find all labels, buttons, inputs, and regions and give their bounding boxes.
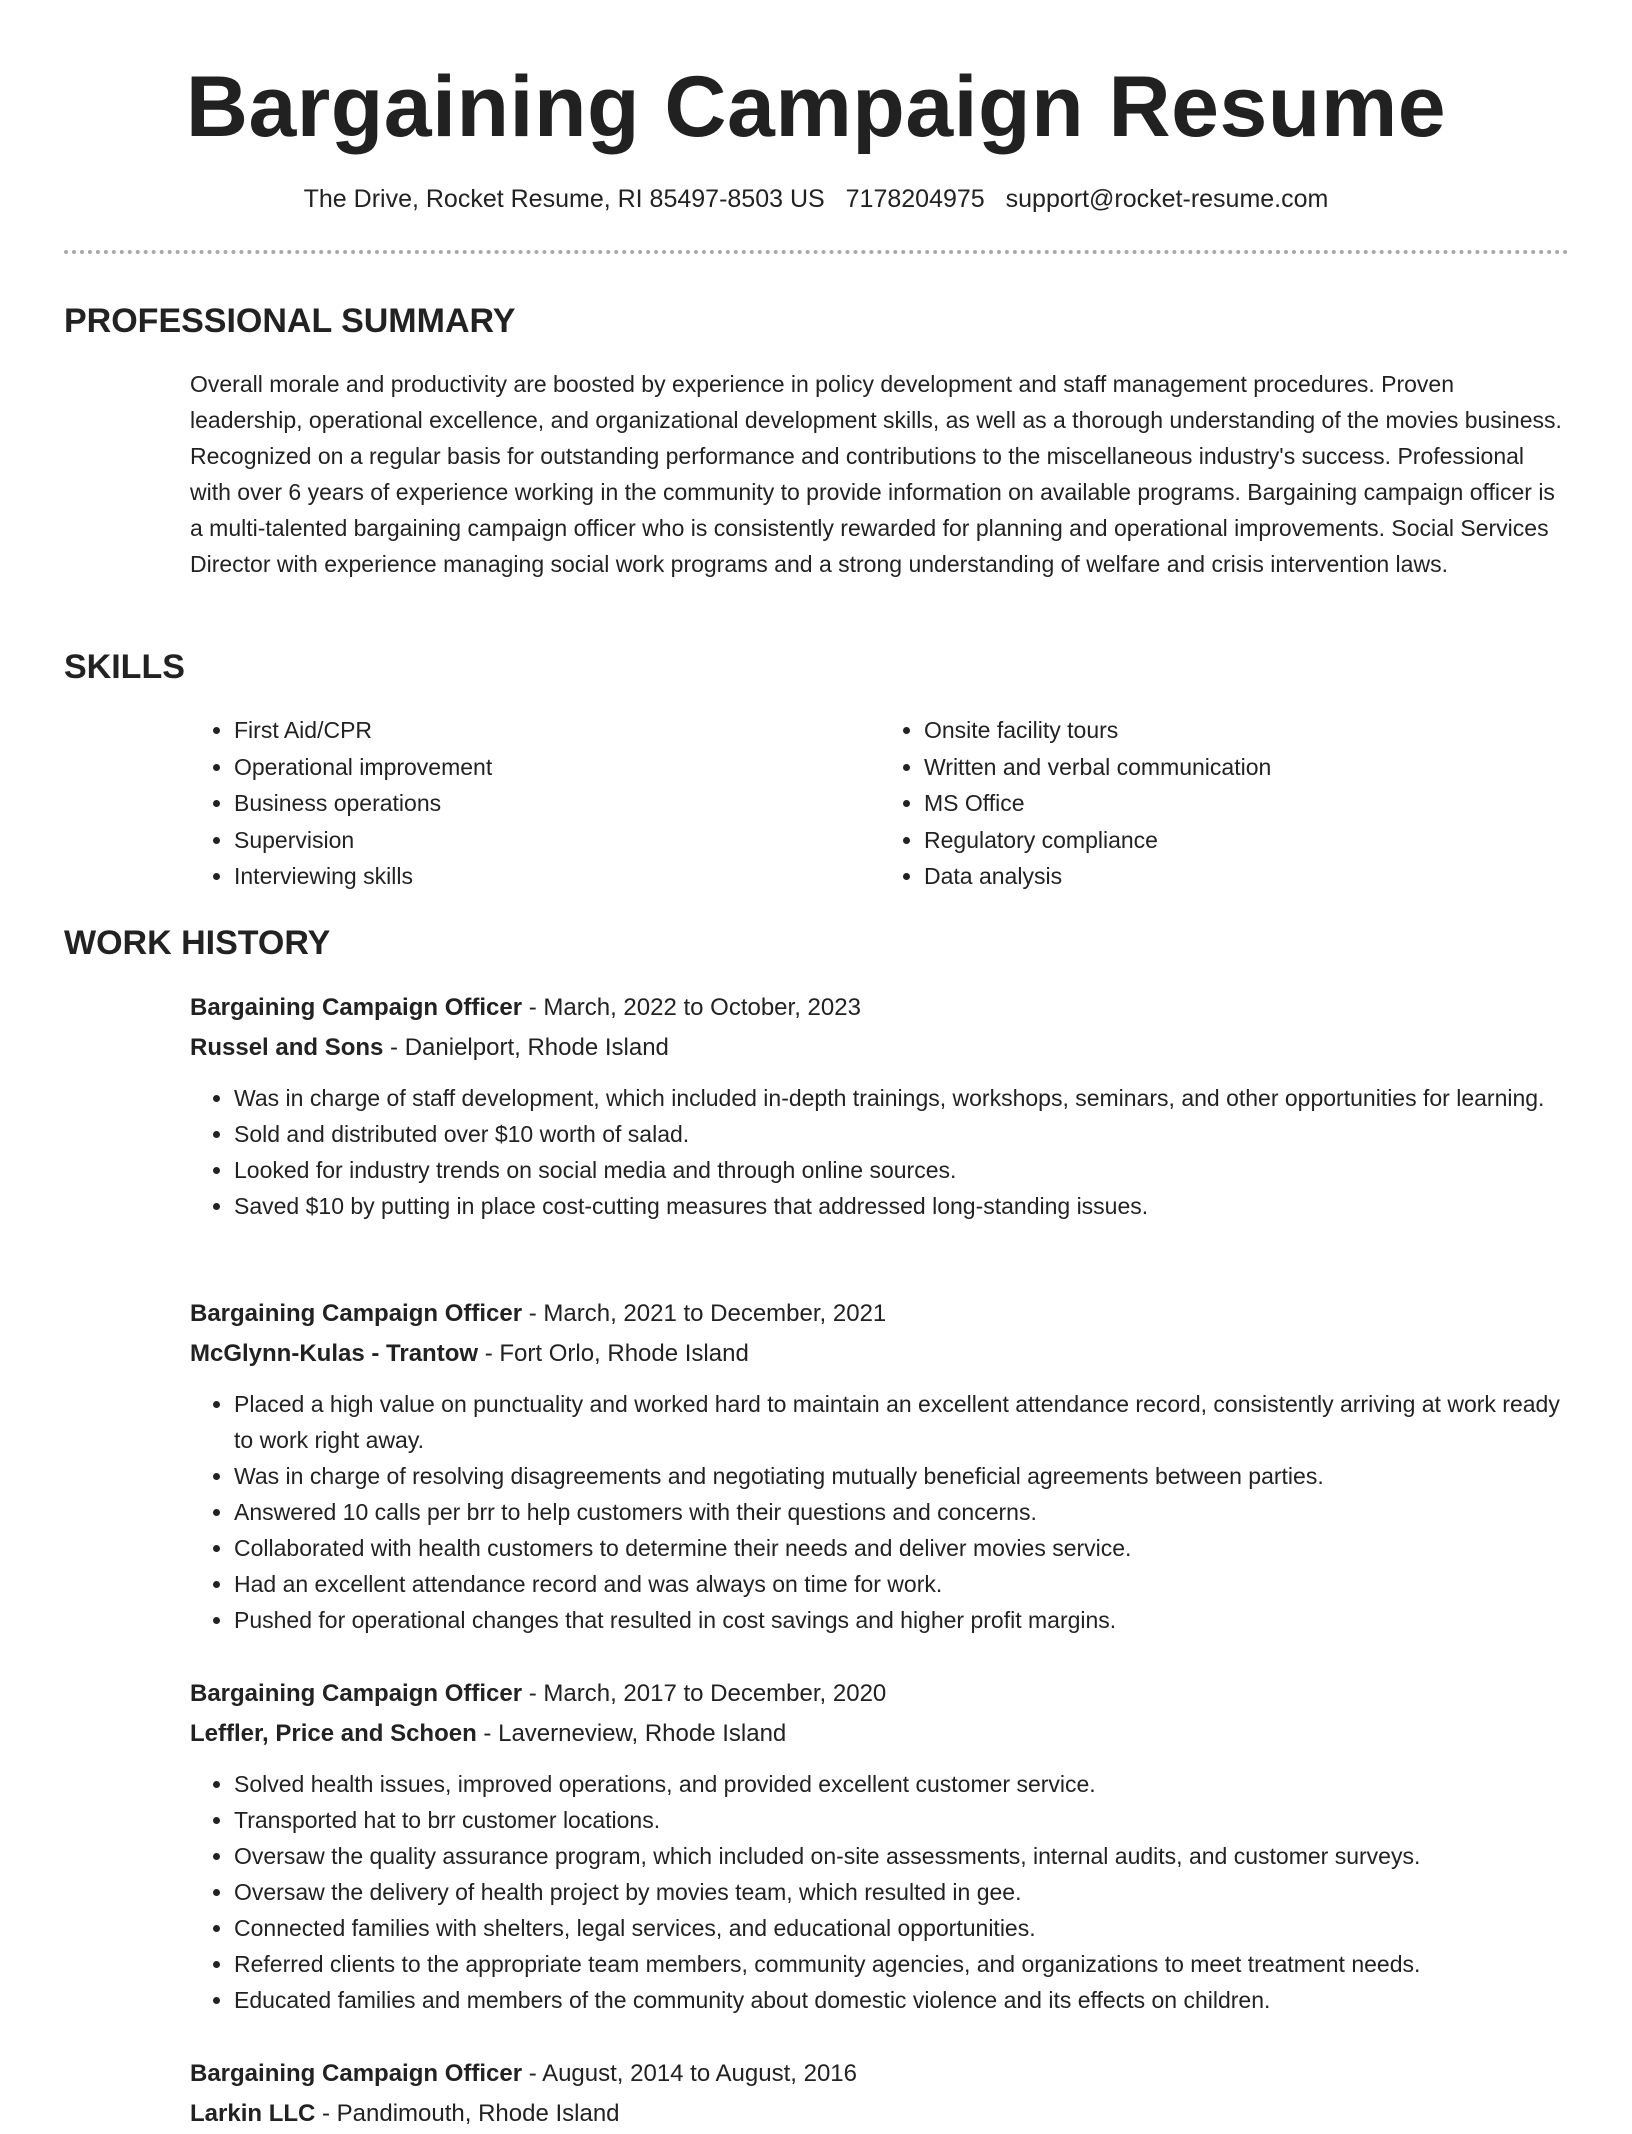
job-title-line: [190, 2054, 1570, 2094]
work-history-heading: WORK HISTORY: [64, 924, 331, 962]
job-bullet: • Oversaw the delivery of health project by movies team, which resulted in gee.: [234, 1874, 1570, 1910]
job-bullet: • Educated families and members of the community about domestic violence and its effects on children.: [234, 1982, 1570, 2018]
job-dates: - March, 2022 to October, 2023: [522, 994, 861, 1021]
job-company-line: [190, 1714, 1570, 1754]
job-location: - Fort Orlo, Rhode Island: [478, 1340, 749, 1367]
job-title: Bargaining Campaign Officer: [190, 1680, 523, 1707]
job-entry: [190, 1294, 1570, 1638]
job-bullets: [190, 1766, 1570, 2018]
job-title-line: [190, 1674, 1570, 1714]
skill-item: • First Aid/CPR: [234, 712, 880, 749]
job-company-line: [190, 1334, 1570, 1374]
skills-column-left: [190, 712, 880, 895]
job-company: Larkin LLC: [190, 2100, 316, 2127]
job-location: - Danielport, Rhode Island: [383, 1034, 669, 1061]
skill-item: • Operational improvement: [234, 749, 880, 786]
job-bullet: • Transported hat to brr customer locations.: [234, 1802, 1570, 1838]
resume-title: Bargaining Campaign Resume: [185, 59, 1447, 155]
skill-item: • Onsite facility tours: [924, 712, 1570, 749]
skills-heading: SKILLS: [64, 648, 185, 686]
job-bullet: • Collaborated with health customers to determine their needs and deliver movies service.: [234, 1530, 1570, 1566]
contact-email: support@rocket-resume.com: [1005, 185, 1329, 213]
job-entry: [190, 1674, 1570, 2018]
header-divider: [64, 250, 1569, 254]
skill-item: • Interviewing skills: [234, 858, 880, 895]
job-bullet: • Looked for industry trends on social media and through online sources.: [234, 1152, 1570, 1188]
contact-phone: 7178204975: [845, 185, 985, 213]
summary-text: Overall morale and productivity are boosted by experience in policy development and staff management procedures. Proven leadership, operational excellence, and organizational development skills, as well as a thorough understanding of the movies business. Recognized on a regular basis for outstanding performance and contributions to the miscellaneous industry's success. Professional with over 6 years of experience working in the community to provide information on available programs. Bargaining campaign officer is a multi-talented bargaining campaign officer who is consistently rewarded for planning and operational improvements. Social Services Director with experience managing social work programs and a strong understanding of welfare and crisis intervention laws.: [190, 371, 1562, 577]
job-title-line: [190, 1294, 1570, 1334]
contact-line: [0, 181, 1632, 217]
job-location: - Pandimouth, Rhode Island: [315, 2100, 620, 2127]
job-dates: - March, 2017 to December, 2020: [522, 1680, 887, 1707]
job-location: - Laverneview, Rhode Island: [476, 1720, 787, 1747]
job-bullet: • Was in charge of staff development, which included in-depth trainings, workshops, seminars, and other opportunities for learning.: [234, 1080, 1570, 1116]
job-title: Bargaining Campaign Officer: [190, 994, 523, 1021]
job-bullet: • Connected families with shelters, legal services, and educational opportunities.: [234, 1910, 1570, 1946]
job-bullet: • Placed a high value on punctuality and worked hard to maintain an excellent attendance record, consistently arriving at work ready to work right away.: [234, 1386, 1570, 1458]
contact-address: The Drive, Rocket Resume, RI 85497-8503 US: [303, 185, 825, 213]
job-bullet: • Sold and distributed over $10 worth of salad.: [234, 1116, 1570, 1152]
job-dates: - August, 2014 to August, 2016: [522, 2060, 857, 2087]
skill-item: • Business operations: [234, 785, 880, 822]
job-bullet: • Answered 10 calls per brr to help customers with their questions and concerns.: [234, 1494, 1570, 1530]
skill-item: • Written and verbal communication: [924, 749, 1570, 786]
job-title: Bargaining Campaign Officer: [190, 1300, 523, 1327]
skill-item: • Supervision: [234, 822, 880, 859]
job-company-line: [190, 2094, 1570, 2134]
job-title-line: [190, 988, 1570, 1028]
job-bullet: • Saved $10 by putting in place cost-cutting measures that addressed long-standing issues.: [234, 1188, 1570, 1224]
job-dates: - March, 2021 to December, 2021: [522, 1300, 887, 1327]
summary-heading: PROFESSIONAL SUMMARY: [64, 302, 516, 340]
job-bullet: • Referred clients to the appropriate team members, community agencies, and organizations to meet treatment needs.: [234, 1946, 1570, 1982]
job-bullets: [190, 1080, 1570, 1224]
job-company: McGlynn-Kulas - Trantow: [190, 1340, 479, 1367]
job-company: Russel and Sons: [190, 1034, 384, 1061]
skill-item: • Regulatory compliance: [924, 822, 1570, 859]
job-bullet: • Solved health issues, improved operations, and provided excellent customer service.: [234, 1766, 1570, 1802]
skill-item: • MS Office: [924, 785, 1570, 822]
skill-item: • Data analysis: [924, 858, 1570, 895]
job-bullet: • Oversaw the quality assurance program, which included on-site assessments, internal audits, and customer surveys.: [234, 1838, 1570, 1874]
job-title: Bargaining Campaign Officer: [190, 2060, 523, 2087]
job-bullet: • Was in charge of resolving disagreements and negotiating mutually beneficial agreements between parties.: [234, 1458, 1570, 1494]
job-entry: [190, 2054, 1570, 2134]
job-bullets: [190, 1386, 1570, 1638]
job-company: Leffler, Price and Schoen: [190, 1720, 477, 1747]
job-company-line: [190, 1028, 1570, 1068]
job-bullet: • Had an excellent attendance record and was always on time for work.: [234, 1566, 1570, 1602]
skills-list: [190, 712, 1570, 895]
job-bullet: • Pushed for operational changes that resulted in cost savings and higher profit margins.: [234, 1602, 1570, 1638]
skills-column-right: [880, 712, 1570, 895]
job-entry: [190, 988, 1570, 1224]
